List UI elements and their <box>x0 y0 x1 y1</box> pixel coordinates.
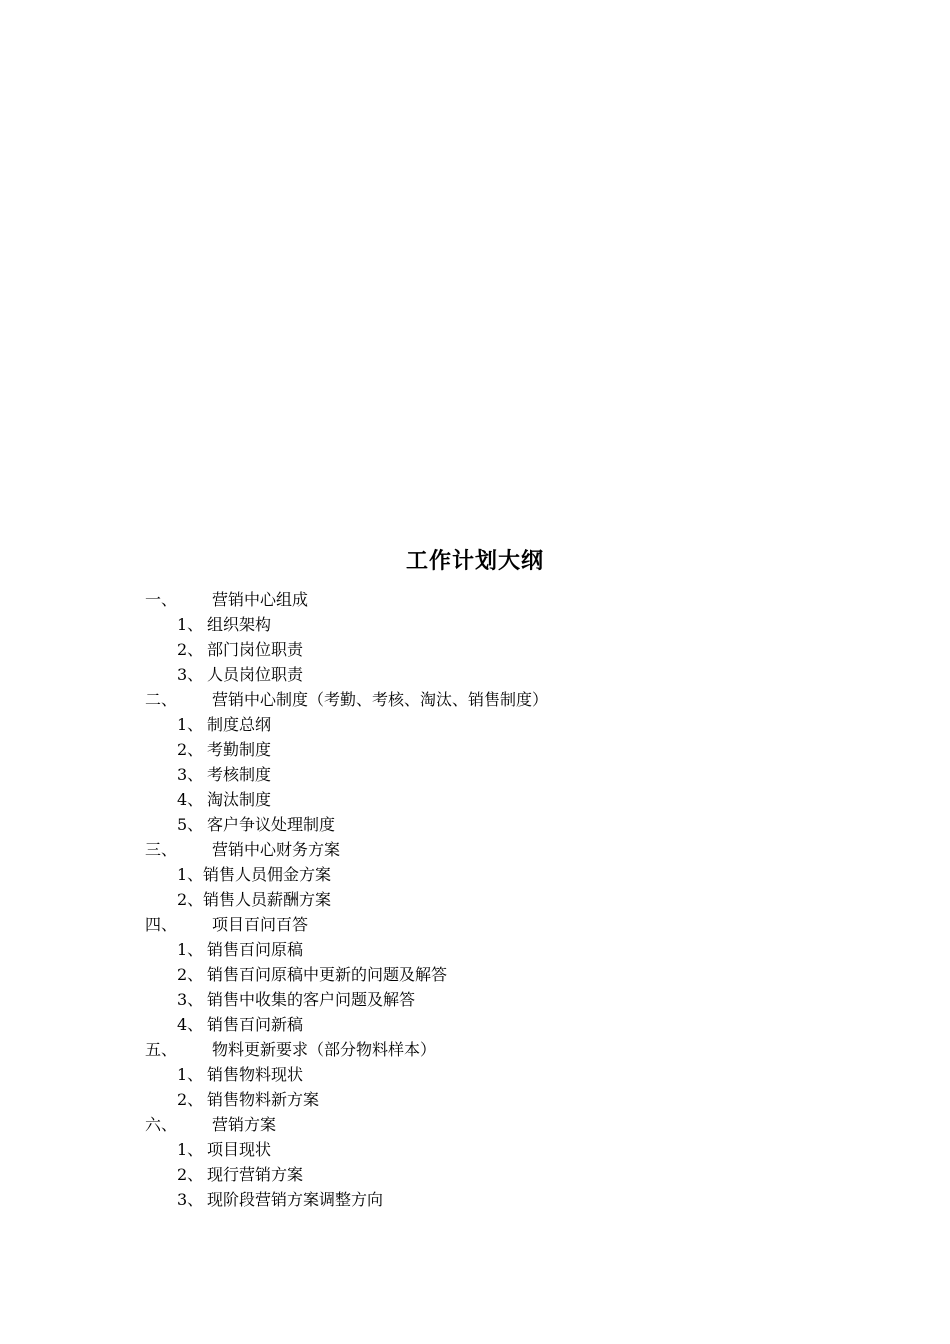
item-number: 2、 <box>177 1090 204 1109</box>
item-text: 现阶段营销方案调整方向 <box>207 1190 384 1209</box>
section-heading <box>0 687 950 712</box>
section-heading <box>0 837 950 862</box>
outline-item <box>0 937 950 962</box>
outline-item <box>0 887 950 912</box>
section-title: 营销中心财务方案 <box>212 840 341 859</box>
item-number: 1、 <box>177 615 204 634</box>
item-text: 人员岗位职责 <box>207 665 304 684</box>
outline-item <box>0 1162 950 1187</box>
outline-item <box>0 862 950 887</box>
item-number: 2、 <box>177 740 204 759</box>
section-heading <box>0 1037 950 1062</box>
item-text: 制度总纲 <box>207 715 272 734</box>
outline-item <box>0 662 950 687</box>
item-text: 销售人员薪酬方案 <box>203 890 332 909</box>
section-number: 一、 <box>145 590 178 609</box>
item-text: 客户争议处理制度 <box>207 815 336 834</box>
item-text: 组织架构 <box>207 615 272 634</box>
item-text: 考勤制度 <box>207 740 272 759</box>
item-number: 3、 <box>177 990 204 1009</box>
outline-item <box>0 962 950 987</box>
outline-item <box>0 612 950 637</box>
item-text: 淘汰制度 <box>207 790 272 809</box>
section-number: 二、 <box>145 690 178 709</box>
section-number: 五、 <box>145 1040 178 1059</box>
section-title: 项目百问百答 <box>212 915 309 934</box>
outline-item <box>0 1012 950 1037</box>
outline-item <box>0 1087 950 1112</box>
item-number: 4、 <box>177 1015 204 1034</box>
item-text: 考核制度 <box>207 765 272 784</box>
outline-item <box>0 712 950 737</box>
item-number: 4、 <box>177 790 204 809</box>
outline-item <box>0 987 950 1012</box>
section-title: 营销中心组成 <box>212 590 309 609</box>
item-text: 销售物料新方案 <box>207 1090 320 1109</box>
section-number: 三、 <box>145 840 178 859</box>
section-title: 物料更新要求（部分物料样本） <box>212 1040 437 1059</box>
outline-item <box>0 637 950 662</box>
item-text: 销售中收集的客户问题及解答 <box>207 990 416 1009</box>
item-text: 销售人员佣金方案 <box>203 865 332 884</box>
item-number: 1、 <box>177 715 204 734</box>
item-text: 销售百问新稿 <box>207 1015 304 1034</box>
outline-item <box>0 762 950 787</box>
item-text: 现行营销方案 <box>207 1165 304 1184</box>
outline-item <box>0 737 950 762</box>
item-number: 3、 <box>177 1190 204 1209</box>
item-text: 销售百问原稿 <box>207 940 304 959</box>
outline-item <box>0 1137 950 1162</box>
item-number: 3、 <box>177 665 204 684</box>
outline-item <box>0 1187 950 1212</box>
item-number: 2、 <box>177 965 204 984</box>
item-number: 1、 <box>177 1065 204 1084</box>
section-heading <box>0 1112 950 1137</box>
item-number: 1、 <box>177 1140 204 1159</box>
outline-item <box>0 787 950 812</box>
section-number: 六、 <box>145 1115 178 1134</box>
section-title: 营销中心制度（考勤、考核、淘汰、销售制度） <box>212 690 549 709</box>
item-text: 项目现状 <box>207 1140 272 1159</box>
outline-item <box>0 812 950 837</box>
outline-list <box>0 587 950 1212</box>
item-number: 2、 <box>177 1165 204 1184</box>
item-text: 销售百问原稿中更新的问题及解答 <box>207 965 448 984</box>
section-number: 四、 <box>145 915 178 934</box>
item-number: 1、 <box>177 865 204 884</box>
section-title: 营销方案 <box>212 1115 277 1134</box>
document-title: 工作计划大纲 <box>405 549 544 574</box>
item-text: 部门岗位职责 <box>207 640 304 659</box>
item-text: 销售物料现状 <box>207 1065 304 1084</box>
item-number: 5、 <box>177 815 204 834</box>
outline-item <box>0 1062 950 1087</box>
section-heading <box>0 587 950 612</box>
item-number: 1、 <box>177 940 204 959</box>
item-number: 3、 <box>177 765 204 784</box>
item-number: 2、 <box>177 640 204 659</box>
section-heading <box>0 912 950 937</box>
item-number: 2、 <box>177 890 204 909</box>
